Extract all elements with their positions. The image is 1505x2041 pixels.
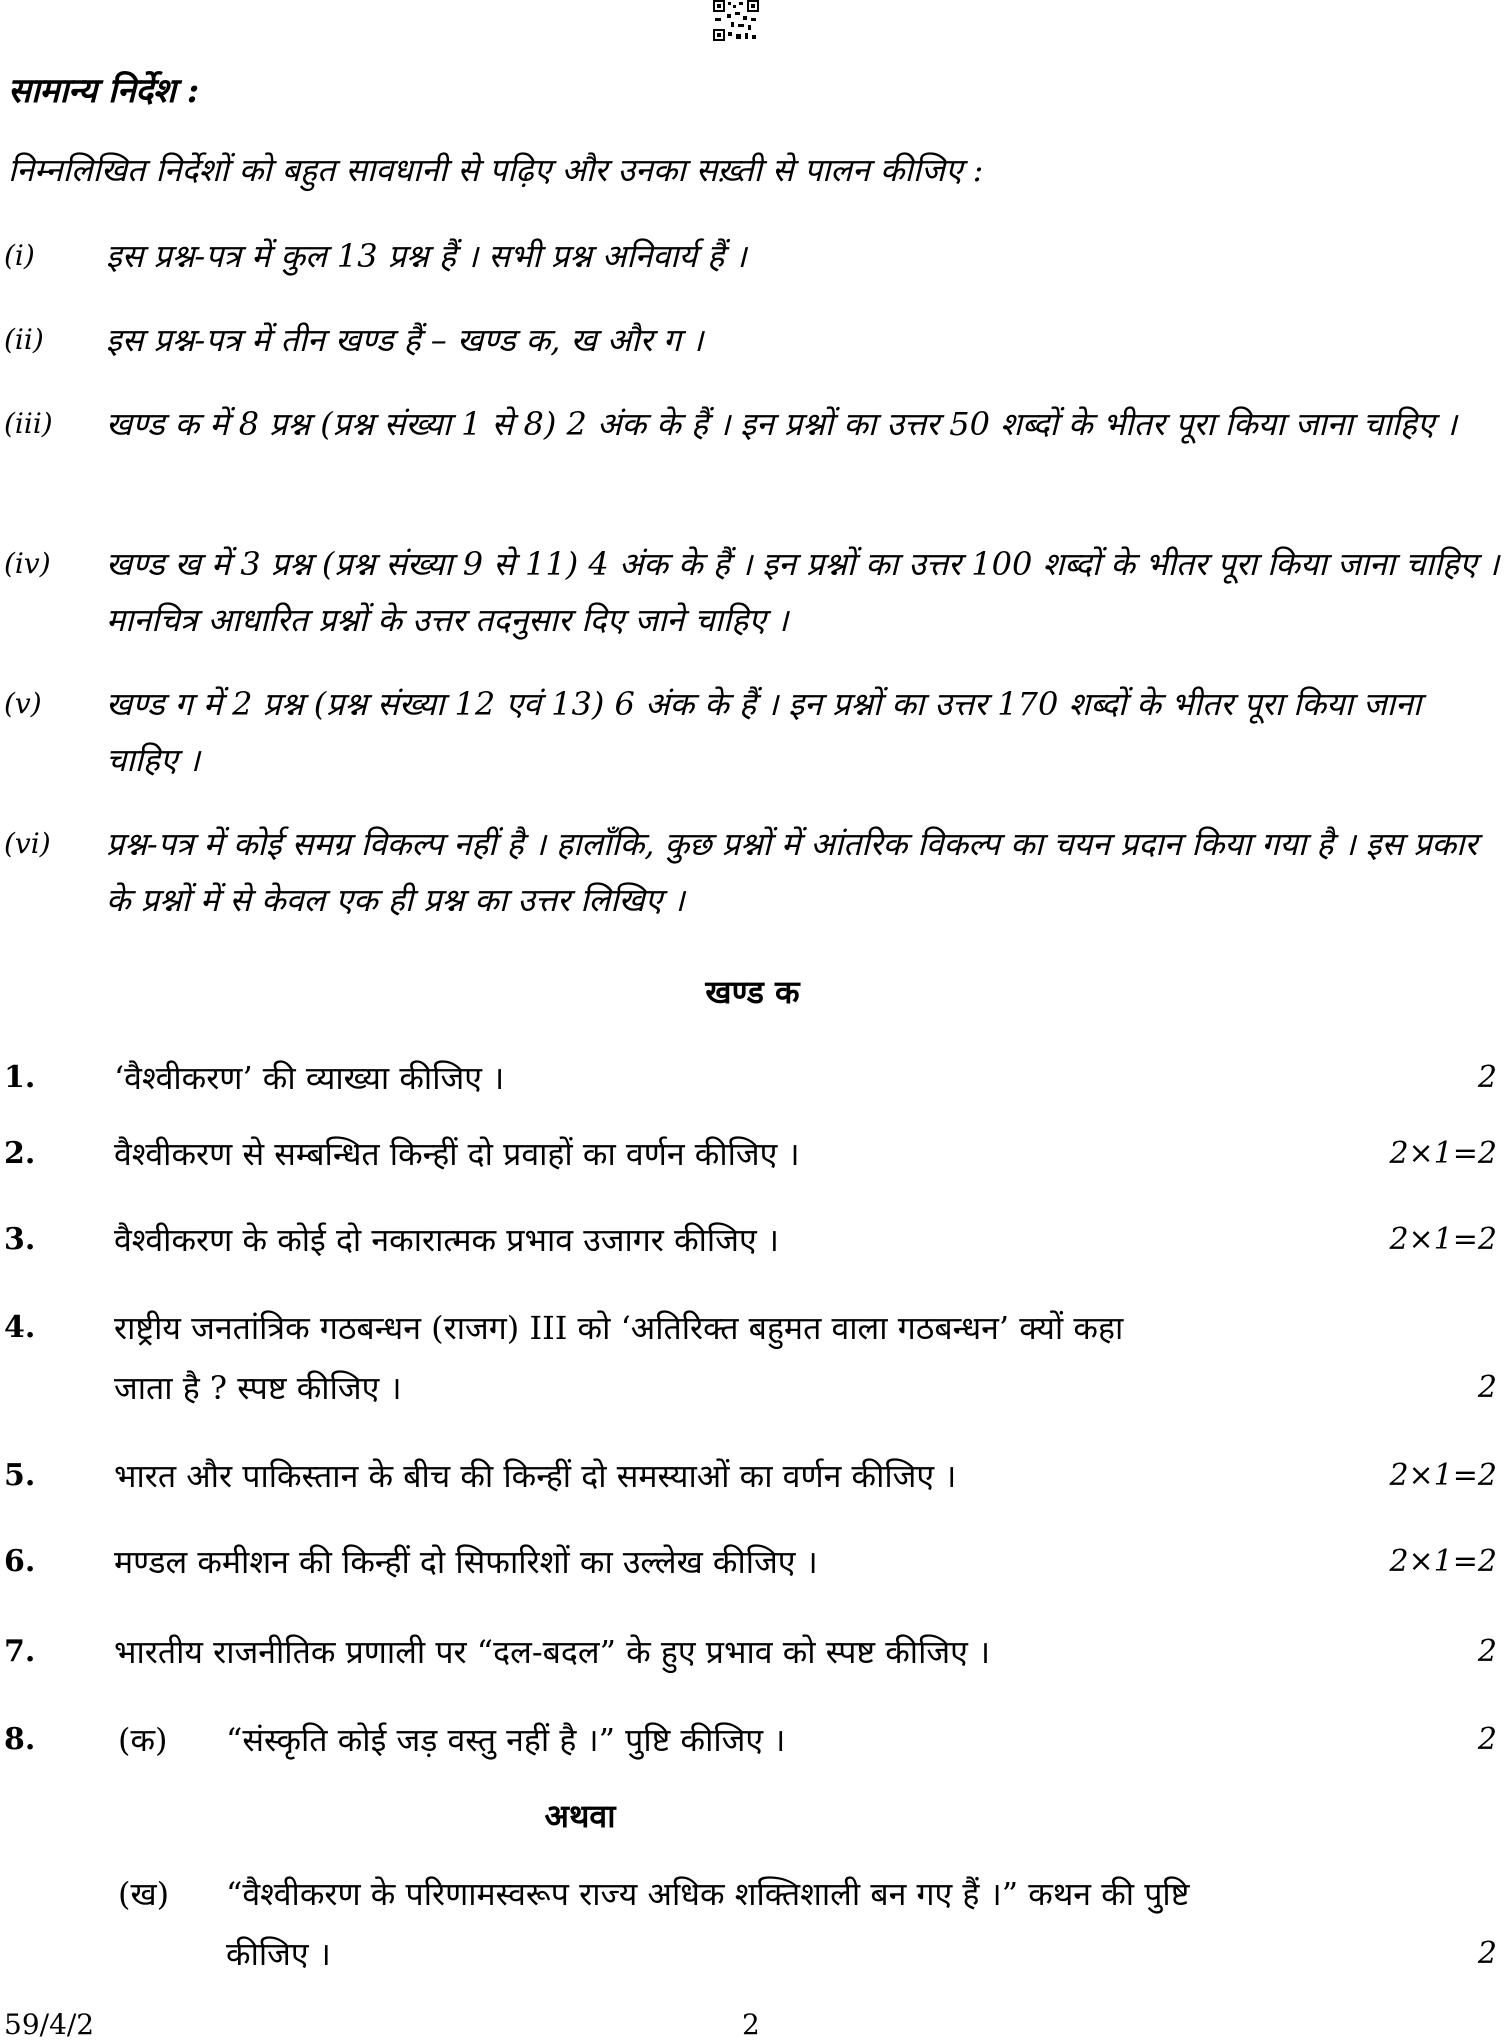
- general-instructions-title: सामान्य निर्देश :: [8, 71, 199, 111]
- instruction-number: (v): [4, 687, 42, 720]
- question-number: 8.: [4, 1722, 36, 1757]
- question-marks: 2: [1477, 1722, 1497, 1757]
- section-title: खण्ड क: [705, 973, 800, 1011]
- instruction-text: प्रश्न-पत्र में कोई समग्र विकल्प नहीं है । हालाँकि, कुछ प्रश्नों में आंतरिक विकल्प का चयन प्रदान किया गया है । इस प्रकार के प्रश्नों में से केवल एक ही प्रश्न का उत्तर लिखिए ।: [106, 825, 1478, 919]
- option-b-text-line1: “वैश्वीकरण के परिणामस्वरूप राज्य अधिक शक्तिशाली बन गए हैं ।” कथन की पुष्टि: [226, 1875, 1190, 1913]
- instructions-intro: निम्नलिखित निर्देशों को बहुत सावधानी से पढ़िए और उनका सख़्ती से पालन कीजिए :: [8, 151, 984, 189]
- instruction-number: (i): [4, 239, 35, 272]
- question-number: 1.: [4, 1060, 36, 1095]
- question-marks: 2×1=2: [1389, 1458, 1497, 1493]
- instruction-text: खण्ड क में 8 प्रश्न (प्रश्न संख्या 1 से 8) 2 अंक के हैं । इन प्रश्नों का उत्तर 50 शब्दों के भीतर पूरा किया जाना चाहिए ।: [106, 405, 1457, 443]
- option-b-label: (ख): [118, 1875, 170, 1913]
- question-marks: 2: [1477, 1370, 1497, 1405]
- question-number: 7.: [4, 1634, 36, 1669]
- question-number: 6.: [4, 1544, 36, 1579]
- question-text: ‘वैश्वीकरण’ की व्याख्या कीजिए ।: [114, 1059, 505, 1097]
- option-b-text-line2: कीजिए ।: [226, 1935, 331, 1973]
- question-number: 5.: [4, 1458, 36, 1493]
- question-number: 3.: [4, 1222, 36, 1257]
- or-separator: अथवा: [544, 1797, 616, 1835]
- instruction-text: खण्ड ग में 2 प्रश्न (प्रश्न संख्या 12 एवं 13) 6 अंक के हैं । इन प्रश्नों का उत्तर 170 शब्दों के भीतर पूरा किया जाना चाहिए ।: [106, 685, 1422, 779]
- option-a-text: “संस्कृति कोई जड़ वस्तु नहीं है ।” पुष्टि कीजिए ।: [226, 1721, 786, 1759]
- instruction-text: खण्ड ख में 3 प्रश्न (प्रश्न संख्या 9 से 11) 4 अंक के हैं । इन प्रश्नों का उत्तर 100 शब्दों के भीतर पूरा किया जाना चाहिए । मानचित्र आधारित प्रश्नों के उत्तर तदनुसार दिए जाने चाहिए ।: [106, 545, 1500, 639]
- question-marks: 2×1=2: [1389, 1222, 1497, 1257]
- question-marks: 2×1=2: [1389, 1544, 1497, 1579]
- instruction-number: (iii): [4, 407, 53, 440]
- question-number: 4.: [4, 1310, 36, 1345]
- qr-code-icon: [713, 0, 759, 42]
- question-marks: 2: [1477, 1936, 1497, 1971]
- question-text-line1: राष्ट्रीय जनतांत्रिक गठबन्धन (राजग) III को ‘अतिरिक्त बहुमत वाला गठबन्धन’ क्यों कहा: [114, 1309, 1124, 1347]
- question-text: वैश्वीकरण के कोई दो नकारात्मक प्रभाव उजागर कीजिए ।: [114, 1221, 779, 1259]
- instruction-text: इस प्रश्न-पत्र में कुल 13 प्रश्न हैं । सभी प्रश्न अनिवार्य हैं ।: [106, 237, 747, 275]
- option-a-label: (क): [118, 1721, 168, 1759]
- instruction-number: (iv): [4, 547, 51, 580]
- page-number: 2: [742, 2008, 760, 2041]
- paper-code: 59/4/2: [4, 2008, 95, 2041]
- instruction-text: इस प्रश्न-पत्र में तीन खण्ड हैं – खण्ड क, ख और ग ।: [106, 321, 704, 359]
- question-text: मण्डल कमीशन की किन्हीं दो सिफारिशों का उल्लेख कीजिए ।: [114, 1543, 818, 1581]
- question-number: 2.: [4, 1136, 36, 1171]
- question-marks: 2: [1477, 1060, 1497, 1095]
- question-text: भारत और पाकिस्तान के बीच की किन्हीं दो समस्याओं का वर्णन कीजिए ।: [114, 1457, 957, 1495]
- question-text: वैश्वीकरण से सम्बन्धित किन्हीं दो प्रवाहों का वर्णन कीजिए ।: [114, 1135, 800, 1173]
- instruction-number: (vi): [4, 827, 51, 860]
- question-text: भारतीय राजनीतिक प्रणाली पर “दल-बदल” के हुए प्रभाव को स्पष्ट कीजिए ।: [114, 1633, 991, 1671]
- question-text-line2: जाता है ? स्पष्ट कीजिए ।: [114, 1369, 402, 1407]
- instruction-number: (ii): [4, 323, 44, 356]
- question-marks: 2: [1477, 1634, 1497, 1669]
- question-marks: 2×1=2: [1389, 1136, 1497, 1171]
